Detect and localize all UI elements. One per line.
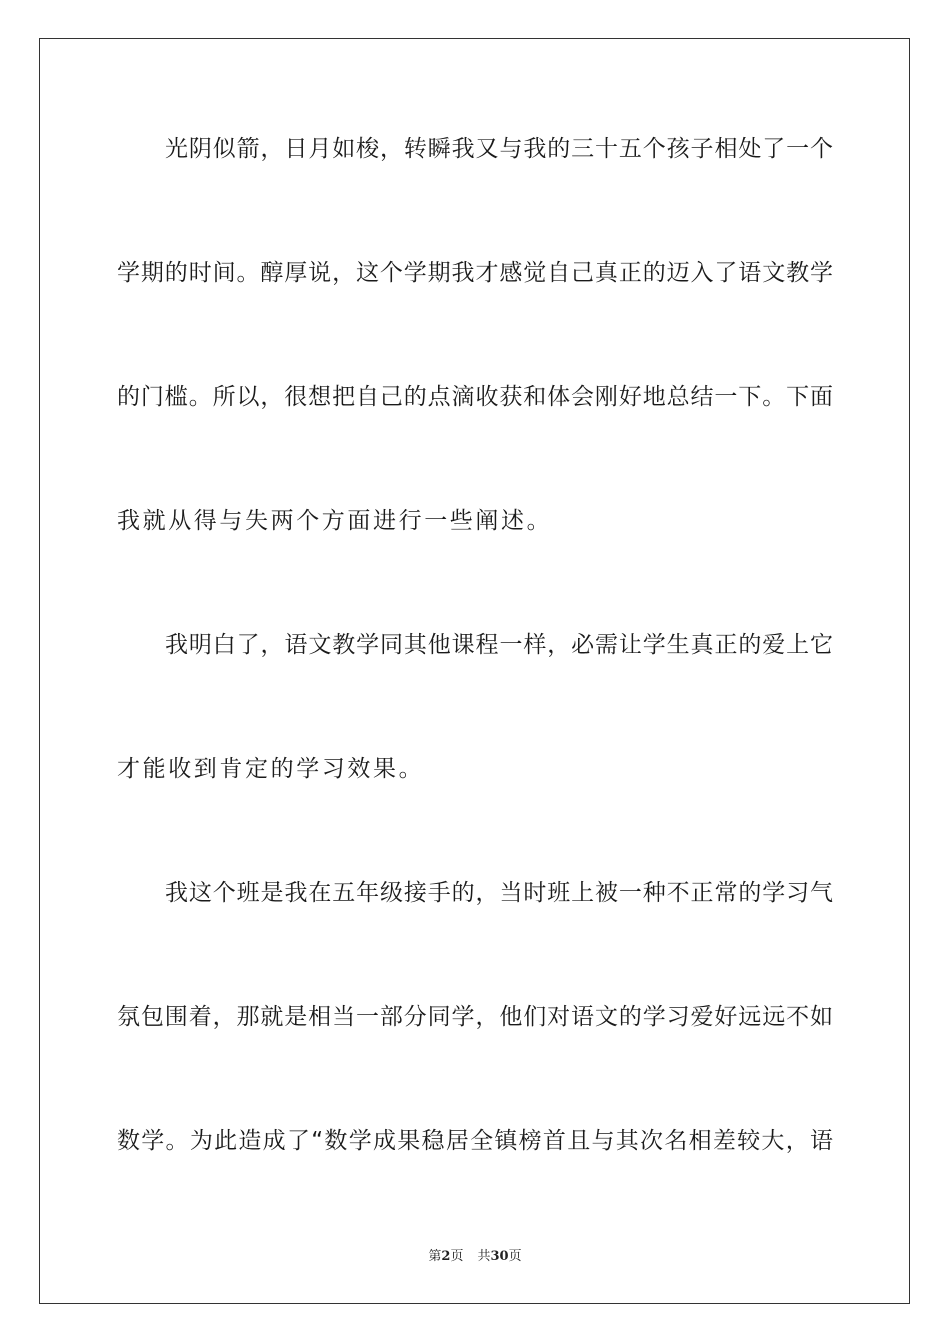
total-pages: 30 [490,1249,509,1264]
text-line: 数学。为此造成了“数学成果稳居全镇榜首且与其次名相差较大，语 [117,1128,833,1154]
page-number: 2 [441,1249,451,1264]
text-line: 氛包围着，那就是相当一部分同学，他们对语文的学习爱好远远不如 [117,1004,833,1030]
text-line: 学期的时间。醇厚说，这个学期我才感觉自己真正的迈入了语文教学 [117,260,833,286]
text-line: 我明白了，语文教学同其他课程一样，必需让学生真正的爱上它 [165,632,833,658]
text-line: 的门槛。所以，很想把自己的点滴收获和体会刚好地总结一下。下面 [117,384,833,410]
document-body [117,127,833,1243]
total-prefix: 共 [477,1249,491,1264]
page-footer [0,1248,950,1266]
text-line: 我这个班是我在五年级接手的，当时班上被一种不正常的学习气 [165,880,833,906]
page-suffix: 页 [450,1249,464,1264]
text-line: 我就从得与失两个方面进行一些阐述。 [117,508,553,534]
total-suffix: 页 [508,1249,522,1264]
text-line: 才能收到肯定的学习效果。 [117,756,425,782]
text-line: 光阴似箭，日月如梭，转瞬我又与我的三十五个孩子相处了一个 [165,136,833,162]
page-prefix: 第 [428,1249,442,1264]
